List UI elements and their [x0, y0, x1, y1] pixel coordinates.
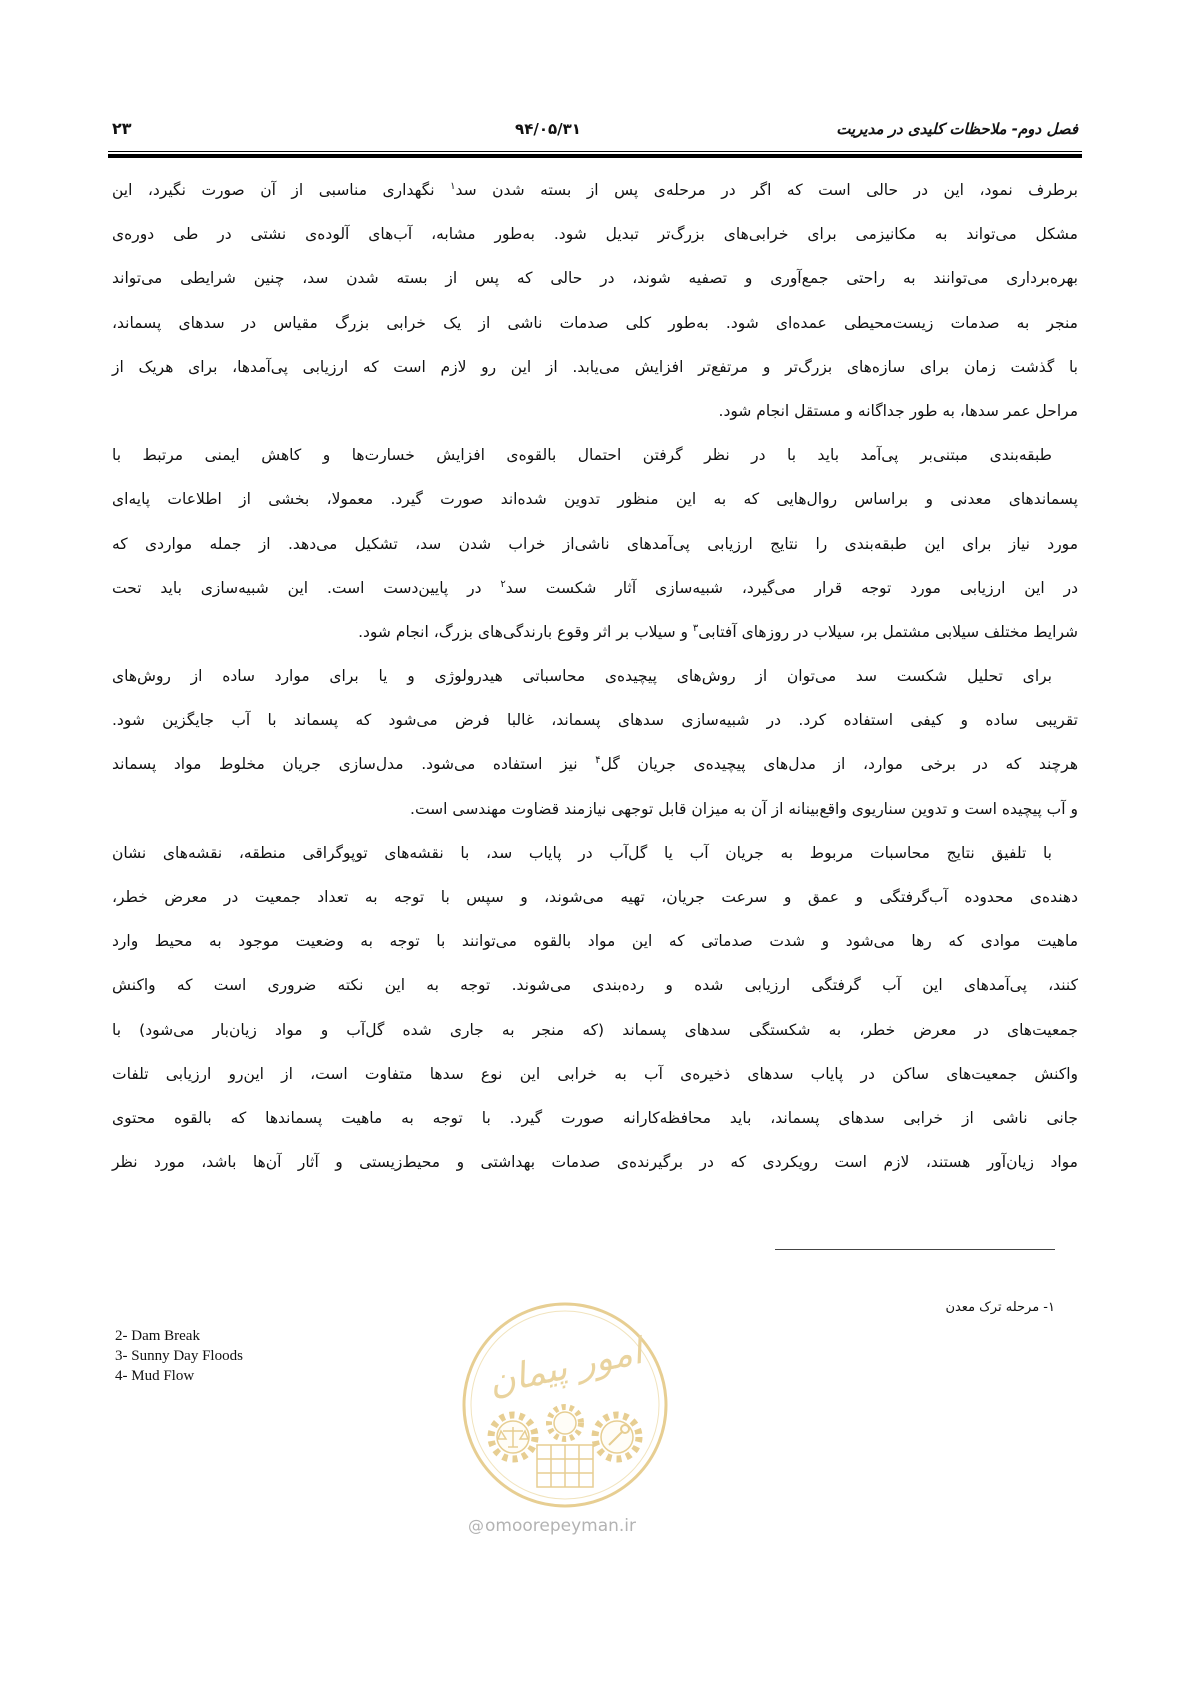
footnote-separator [775, 1249, 1055, 1250]
paragraph [112, 433, 1078, 654]
footnote-marker: ۳ [692, 622, 699, 634]
footnote: 4- Mud Flow [115, 1368, 195, 1384]
text-line: مشکل می‌تواند به مکانیزمی برای خرابی‌های بزرگ‌تر تبدیل شود. به‌طور مشابه، آب‌های آلوده‌ی نشتی در طی دوره‌ی [112, 225, 1078, 244]
footnote-marker: ۴ [595, 755, 601, 767]
footnote-marker: ۱ [450, 181, 456, 192]
text-line: مراحل عمر سدها، به طور جداگانه و مستقل انجام شود. [718, 401, 1078, 420]
text-line: با گذشت زمان برای سازه‌های بزرگ‌تر و مرتفع‌تر افزایش می‌یابد. از این رو لازم است که ارزیابی پی‌آمدها، برای هریک از [112, 357, 1078, 376]
header-rule-thin [108, 151, 1082, 152]
footnote: 2- Dam Break [115, 1328, 200, 1344]
text-line: و آب پیچیده است و تدوین سناریوی واقع‌بینانه از آن به میزان قابل توجهی نیازمند قضاوت مهندسی است. [410, 799, 1078, 818]
text-line [112, 566, 1078, 610]
text-run: نیز استفاده می‌شود. مدل‌سازی جریان مخلوط مواد پسماند [111, 755, 596, 774]
text-line: واکنش جمعیت‌های ساکن در پایاب سدهای ذخیره‌ی آب به خرابی این نوع سدها متفاوت است، از این‌رو ارزیابی تلفات [112, 1064, 1078, 1083]
text-run: در این ارزیابی مورد توجه قرار می‌گیرد، شبیه‌سازی آثار شکست سد [505, 578, 1078, 597]
logo-text: امور پیمان [484, 1330, 646, 1404]
chapter-title: فصل دوم- ملاحظات کلیدی در مدیریت [836, 120, 1078, 138]
text-line: جانی ناشی از خرابی سدهای پسماند، باید محافظه‌کارانه صورت گیرد. با توجه به ماهیت پسماندها که بالقوه محتوی [112, 1108, 1078, 1127]
text-line: بهره‌برداری می‌توانند به راحتی جمع‌آوری و تصفیه شوند، در حالی که پس از بسته شدن سد، چنین شرایطی می‌تواند [112, 269, 1078, 288]
website-watermark [452, 1514, 652, 1538]
text-line: مواد زیان‌آور هستند، لازم است رویکردی که در برگیرنده‌ی صدمات بهداشتی و محیط‌زیستی و آثار آن‌ها باشد، مورد نظر [112, 1153, 1078, 1172]
text-line: طبقه‌بندی مبتنی‌بر پی‌آمد باید با در نظر گرفتن احتمال بالقوه‌ی افزایش خسارت‌ها و کاهش ایمنی مرتبط با [112, 446, 1052, 465]
text-line: تقریبی ساده و کیفی استفاده کرد. در شبیه‌سازی سدهای پسماند، غالبا فرض می‌شود که پسماند با آب جایگزین شود. [112, 711, 1078, 730]
text-line [112, 610, 1078, 654]
text-run: هرچند که در برخی موارد، از مدل‌های پیچیده‌ی جریان گل [600, 755, 1078, 774]
paragraph [112, 654, 1078, 831]
text-line [112, 742, 1078, 786]
text-line: کنند، پی‌آمدهای این آب گرفتگی ارزیابی شده و رده‌بندی می‌شوند. توجه به این نکته ضروری است که واکنش [112, 976, 1078, 995]
text-run: در پایین‌دست است. این شبیه‌سازی باید تحت [111, 578, 501, 597]
text-line: مورد نیاز برای این طبقه‌بندی را نتایج ارزیابی پی‌آمدهای ناشی‌از خراب شدن سد، تشکیل می‌دهد. از جمله مواردی که [112, 534, 1078, 553]
text-line: جمعیت‌های در معرض خطر، به شکستگی سدهای پسماند (که منجر به جاری شده گل‌آب و مواد زیان‌بار می‌شود) با [112, 1020, 1078, 1039]
paragraph [112, 831, 1078, 1185]
text-line: منجر به صدمات زیست‌محیطی عمده‌ای شود. به‌طور کلی صدمات ناشی از یک خرابی بزرگ مقیاس در سدهای پسماند، [112, 313, 1078, 332]
header-rule-thick [108, 154, 1082, 158]
at-sign-icon [468, 1516, 485, 1536]
header-date: ۹۴/۰۵/۳۱ [515, 120, 581, 138]
text-run: و سیلاب بر اثر وقوع بارندگی‌های بزرگ، انجام شود. [358, 622, 693, 641]
text-run: نگهداری مناسبی از آن صورت نگیرد، این [111, 181, 451, 199]
footnotes-english [115, 1326, 243, 1386]
website-url: omoorepeyman.ir [484, 1516, 637, 1536]
text-line: پسماندهای معدنی و براساس روال‌هایی که به این منظور تدوین شده‌اند صورت گیرد. معمولا، بخشی از اطلاعات پایه‌ای [112, 490, 1078, 509]
text-line [112, 168, 1078, 212]
text-run: برطرف نمود، این در حالی است که اگر در مرحله‌ی پس از بسته شدن سد [455, 181, 1078, 199]
footnote: 3- Sunny Day Floods [115, 1348, 243, 1364]
publisher-logo-watermark [455, 1295, 675, 1515]
footnote-persian: ۱- مرحله ترک معدن [945, 1300, 1055, 1315]
running-header [112, 116, 1078, 144]
building-grid-icon [537, 1445, 593, 1487]
text-line: با تلفیق نتایج محاسبات مربوط به جریان آب یا گل‌آب در پایاب سد، با نقشه‌های توپوگراقی منطقه، نقشه‌های نشان [112, 843, 1052, 862]
text-line: برای تحلیل شکست سد می‌توان از روش‌های پیچیده‌ی محاسباتی هیدرولوژی و یا برای موارد ساده از روش‌های [112, 667, 1052, 686]
page-number: ۲۳ [112, 119, 132, 138]
body-text [112, 168, 1078, 1184]
text-line: ماهیت موادی که رها می‌شود و شدت صدماتی که این مواد بالقوه می‌توانند با توجه به وضعیت موجود به محیط وارد [112, 932, 1078, 951]
footnote-marker: ۲ [500, 578, 506, 590]
text-line: دهنده‌ی محدوده آب‌گرفتگی و عمق و سرعت جریان، تهیه می‌شوند، و سپس با توجه به تعداد جمعیت در معرض خطر، [112, 888, 1078, 906]
paragraph [112, 168, 1078, 433]
text-run: شرایط مختلف سیلابی مشتمل بر، سیلاب در روزهای آفتابی [698, 622, 1078, 641]
